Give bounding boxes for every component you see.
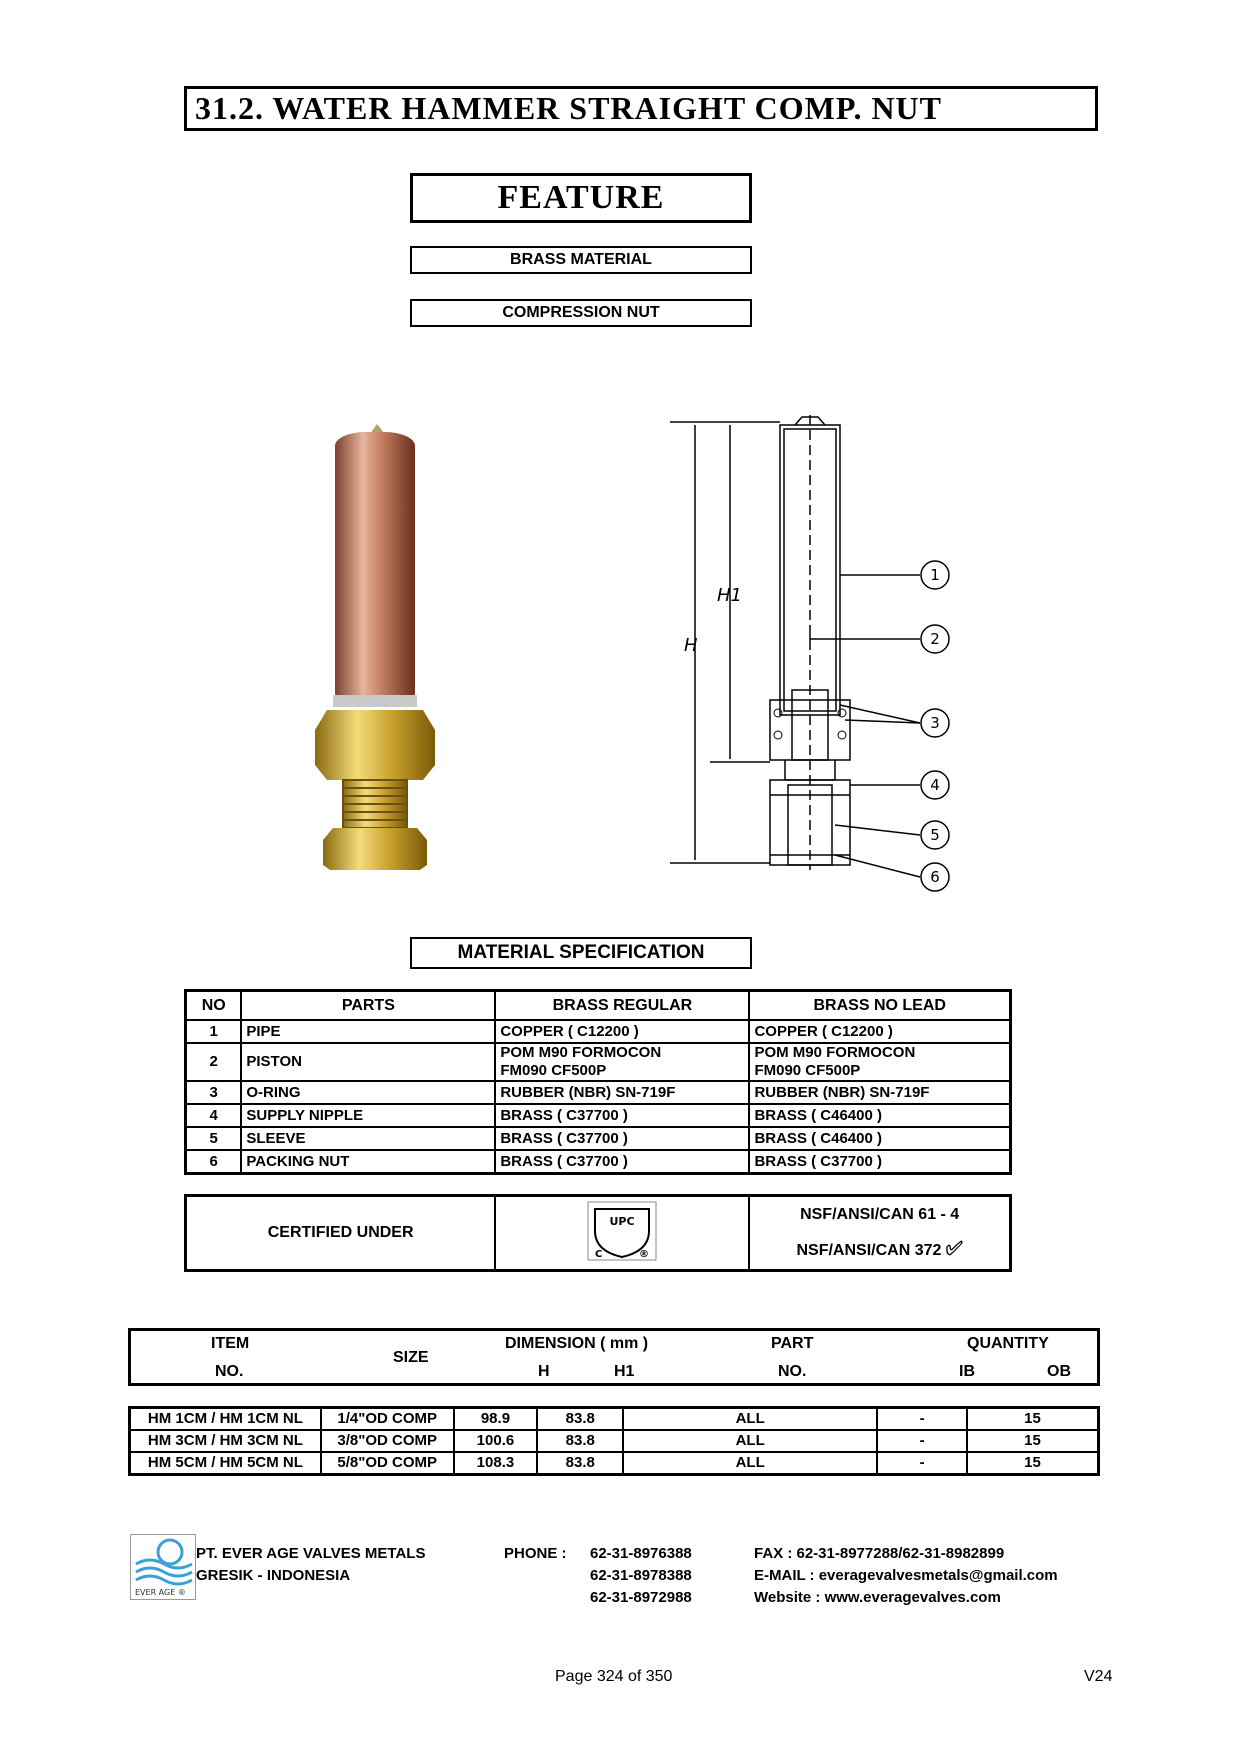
- row-nolead: BRASS ( C46400 ): [749, 1127, 1010, 1150]
- standard-372: NSF/ANSI/CAN 372: [796, 1242, 942, 1259]
- row-size: 5/8"OD COMP: [321, 1452, 454, 1475]
- table-row: [186, 1104, 1011, 1127]
- svg-text:C: C: [595, 1248, 603, 1260]
- col-parts: PARTS: [241, 991, 495, 1021]
- row-nolead: BRASS ( C46400 ): [749, 1104, 1010, 1127]
- row-regular: [495, 1043, 749, 1081]
- table-row: [186, 1020, 1011, 1043]
- table-row: [130, 1452, 1099, 1475]
- table-row: [186, 1043, 1011, 1081]
- callout-6: 6: [930, 868, 940, 886]
- company-name: PT. EVER AGE VALVES METALS: [196, 1545, 426, 1562]
- logo-text: EVER AGE ®: [135, 1588, 186, 1597]
- certified-label: CERTIFIED UNDER: [186, 1196, 496, 1271]
- row-h1: 83.8: [537, 1452, 623, 1475]
- page-number: Page 324 of 350: [555, 1668, 673, 1685]
- table-row: [186, 1127, 1011, 1150]
- row-nolead: [749, 1043, 1010, 1081]
- feature-heading: FEATURE: [410, 173, 752, 223]
- hdr-size: SIZE: [393, 1349, 429, 1366]
- row-item: HM 5CM / HM 5CM NL: [130, 1452, 321, 1475]
- phone-1: 62-31-8976388: [590, 1545, 692, 1562]
- callout-1: 1: [930, 566, 940, 584]
- upc-logo: [587, 1201, 657, 1261]
- row-nolead: COPPER ( C12200 ): [749, 1020, 1010, 1043]
- phone-label: PHONE :: [504, 1545, 567, 1562]
- row-h: 100.6: [454, 1430, 538, 1452]
- row-regular: COPPER ( C12200 ): [495, 1020, 749, 1043]
- col-brass-no-lead: BRASS NO LEAD: [749, 991, 1010, 1021]
- row-no: 3: [186, 1081, 242, 1104]
- standard-61: NSF/ANSI/CAN 61 - 4: [800, 1206, 960, 1223]
- row-part: ALL: [623, 1408, 877, 1431]
- col-brass-regular: BRASS REGULAR: [495, 991, 749, 1021]
- row-h: 98.9: [454, 1408, 538, 1431]
- hdr-dimension: DIMENSION ( mm ): [505, 1335, 649, 1352]
- row-no: 4: [186, 1104, 242, 1127]
- material-spec-table: [184, 989, 1012, 1175]
- hdr-part: PART: [771, 1335, 814, 1352]
- row-nolead: RUBBER (NBR) SN-719F: [749, 1081, 1010, 1104]
- row-regular: BRASS ( C37700 ): [495, 1127, 749, 1150]
- col-no: NO: [186, 991, 242, 1021]
- phone-3: 62-31-8972988: [590, 1589, 692, 1606]
- company-location: GRESIK - INDONESIA: [196, 1567, 351, 1584]
- website: Website : www.everagevalves.com: [754, 1589, 1001, 1606]
- hdr-item-no: NO.: [215, 1363, 244, 1380]
- row-part: ALL: [623, 1452, 877, 1475]
- row-ob: 15: [967, 1452, 1099, 1475]
- row-regular: RUBBER (NBR) SN-719F: [495, 1081, 749, 1104]
- company-logo: [130, 1534, 196, 1600]
- standard-372-row: [751, 1232, 1008, 1268]
- row-no: 2: [186, 1043, 242, 1081]
- upc-logo-text: UPC: [609, 1214, 635, 1228]
- row-h1: 83.8: [537, 1408, 623, 1431]
- row-part: SLEEVE: [241, 1127, 495, 1150]
- hdr-h: H: [538, 1363, 550, 1380]
- version: V24: [1084, 1668, 1113, 1685]
- feature-compression-nut: COMPRESSION NUT: [410, 299, 752, 327]
- table-row: [186, 1081, 1011, 1104]
- table-row: [186, 1150, 1011, 1174]
- item-table: [128, 1406, 1100, 1476]
- row-part: O-RING: [241, 1081, 495, 1104]
- callout-4: 4: [930, 776, 940, 794]
- row-regular: BRASS ( C37700 ): [495, 1150, 749, 1174]
- row-regular-line2: FM090 CF500P: [500, 1062, 607, 1079]
- dim-h-label: H: [684, 635, 698, 656]
- email: E-MAIL : everagevalvesmetals@gmail.com: [754, 1567, 1058, 1584]
- hdr-ob: OB: [1047, 1363, 1071, 1380]
- row-nolead-line1: POM M90 FORMOCON: [754, 1044, 916, 1061]
- hdr-h1: H1: [614, 1363, 635, 1380]
- row-part: PIPE: [241, 1020, 495, 1043]
- feature-brass-material: BRASS MATERIAL: [410, 246, 752, 274]
- checkmark-icon: ✅︎: [945, 1238, 963, 1260]
- row-part: PISTON: [241, 1043, 495, 1081]
- row-part: ALL: [623, 1430, 877, 1452]
- technical-drawing: [670, 415, 970, 905]
- product-photo: [315, 420, 465, 870]
- row-nolead: BRASS ( C37700 ): [749, 1150, 1010, 1174]
- phone-2: 62-31-8978388: [590, 1567, 692, 1584]
- row-ob: 15: [967, 1430, 1099, 1452]
- row-h1: 83.8: [537, 1430, 623, 1452]
- table-row: [130, 1408, 1099, 1431]
- hdr-part-no: NO.: [778, 1363, 807, 1380]
- hdr-item: ITEM: [211, 1335, 250, 1352]
- row-no: 1: [186, 1020, 242, 1043]
- row-item: HM 3CM / HM 3CM NL: [130, 1430, 321, 1452]
- row-nolead-line2: FM090 CF500P: [754, 1062, 861, 1079]
- item-table-header: [128, 1328, 1100, 1386]
- hdr-quantity: QUANTITY: [967, 1335, 1049, 1352]
- row-regular: BRASS ( C37700 ): [495, 1104, 749, 1127]
- table-row: [130, 1430, 1099, 1452]
- row-no: 5: [186, 1127, 242, 1150]
- row-size: 3/8"OD COMP: [321, 1430, 454, 1452]
- row-part: SUPPLY NIPPLE: [241, 1104, 495, 1127]
- row-regular-line1: POM M90 FORMOCON: [500, 1044, 662, 1061]
- row-item: HM 1CM / HM 1CM NL: [130, 1408, 321, 1431]
- svg-text:®: ®: [639, 1248, 650, 1260]
- row-no: 6: [186, 1150, 242, 1174]
- callout-3: 3: [930, 714, 940, 732]
- upc-logo-cell: [495, 1196, 749, 1271]
- certification-table: [184, 1194, 1012, 1272]
- table-header-row: [186, 991, 1011, 1021]
- hdr-ib: IB: [959, 1363, 975, 1380]
- certified-standards: [749, 1196, 1010, 1271]
- row-part: PACKING NUT: [241, 1150, 495, 1174]
- dim-h1-label: H1: [717, 585, 742, 606]
- row-ib: -: [877, 1452, 967, 1475]
- callout-2: 2: [930, 630, 940, 648]
- row-ob: 15: [967, 1408, 1099, 1431]
- fax: FAX : 62-31-8977288/62-31-8982899: [754, 1545, 1005, 1562]
- material-spec-heading: MATERIAL SPECIFICATION: [410, 937, 752, 969]
- row-ib: -: [877, 1408, 967, 1431]
- page-title: 31.2. WATER HAMMER STRAIGHT COMP. NUT: [184, 86, 1098, 131]
- row-h: 108.3: [454, 1452, 538, 1475]
- row-ib: -: [877, 1430, 967, 1452]
- row-size: 1/4"OD COMP: [321, 1408, 454, 1431]
- callout-5: 5: [930, 826, 940, 844]
